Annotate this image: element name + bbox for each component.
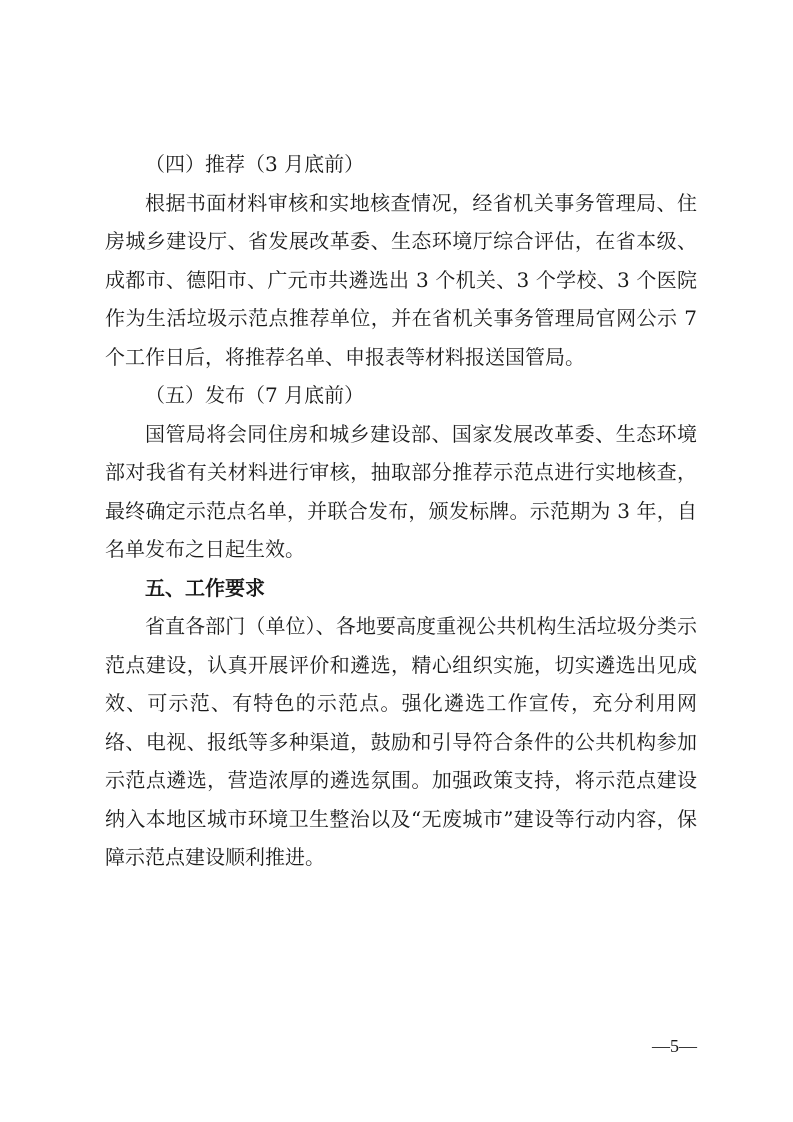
subheading-publish: （五）发布（7 月底前） <box>145 383 365 407</box>
paragraph-work-requirements: 省直各部门（单位）、各地要高度重视公共机构生活垃圾分类示范点建设，认真开展评价和遴选，精心组织实施，切实遴选出见成效、可示范、有特色的示范点。强化遴选工作宣传，充分利用网络、电视、报纸等多种渠道，鼓励和引导符合条件的公共机构参加示范点遴选，营造浓厚的遴选氛围。加强政策支持，将示范点建设纳入本地区城市环境卫生整治以及“无废城市”建设等行动内容，保障示范点建设顺利推进。 <box>105 614 697 869</box>
subheading-recommend: （四）推荐（3 月底前） <box>145 152 365 176</box>
paragraph-recommend: 根据书面材料审核和实地核查情况，经省机关事务管理局、住房城乡建设厅、省发展改革委、生态环境厅综合评估，在省本级、成都市、德阳市、广元市共遴选出 3 个机关、3 个学校、3 个医院作为生活垃圾示范点推荐单位，并在省机关事务管理局官网公示 7 个工作日后，将推荐名单、申报表等材料报送国管局。 <box>105 190 697 369</box>
document-body <box>105 145 697 877</box>
paragraph-publish: 国管局将会同住房和城乡建设部、国家发展改革委、生态环境部对我省有关材料进行审核，抽取部分推荐示范点进行实地核查，最终确定示范点名单，并联合发布，颁发标牌。示范期为 3 年，自名单发布之日起生效。 <box>105 421 697 561</box>
heading-work-requirements: 五、工作要求 <box>145 575 265 600</box>
page-number: —5— <box>652 1036 697 1056</box>
